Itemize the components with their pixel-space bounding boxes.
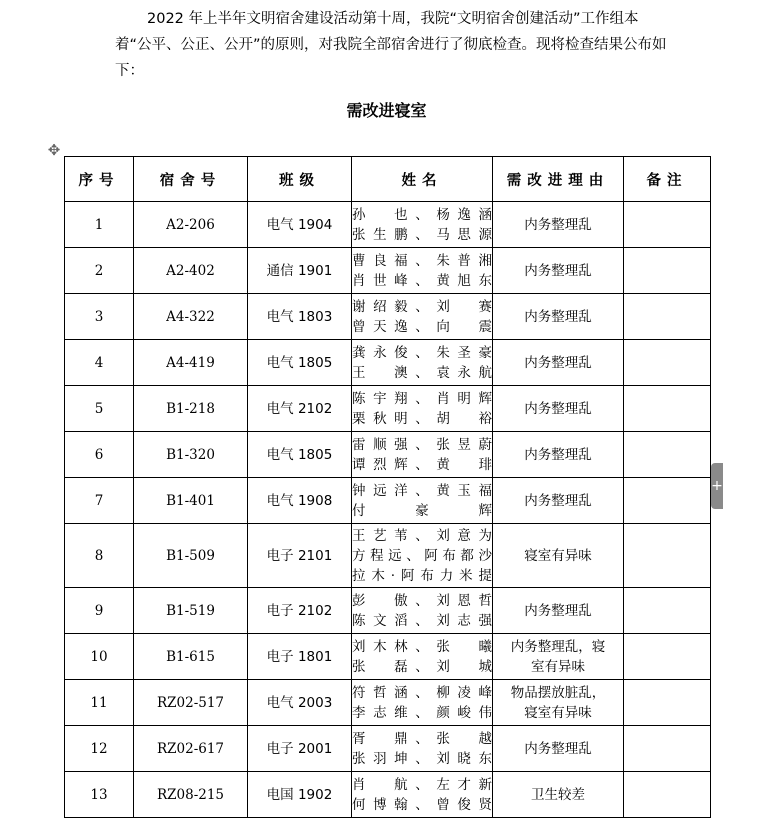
reason-line: 内务整理乱 xyxy=(524,308,592,325)
student-name-line: 龚永俊、朱圣豪 xyxy=(352,344,492,361)
improvement-reason xyxy=(493,294,624,340)
note-cell xyxy=(624,386,711,432)
improvement-reason xyxy=(493,680,624,726)
reason-line: 内务整理乱 xyxy=(524,400,592,417)
row-number: 13 xyxy=(65,772,134,818)
row-number: 7 xyxy=(65,478,134,524)
student-name-line: 符哲涵、柳凌峰 xyxy=(352,684,492,701)
reason-line: 内务整理乱 xyxy=(524,740,592,757)
reason-line: 内务整理乱 xyxy=(524,262,592,279)
student-name-line: 王艺苇、刘意为 xyxy=(352,527,492,544)
student-name-line: 张 磊、刘 城 xyxy=(352,658,492,675)
dorm-number: A4-322 xyxy=(134,294,248,340)
note-cell xyxy=(624,248,711,294)
header-names: 姓名 xyxy=(352,157,493,202)
table-header-row xyxy=(65,157,711,202)
note-cell xyxy=(624,772,711,818)
student-name-line: 胥 鼎、张 越 xyxy=(352,730,492,747)
note-cell xyxy=(624,680,711,726)
student-name-line: 彭 傲、刘恩哲 xyxy=(352,592,492,609)
table-row xyxy=(65,478,711,524)
student-name-line: 钟远洋、黄玉福 xyxy=(352,482,492,499)
student-name-line: 何博翰、曾俊贤 xyxy=(352,796,492,813)
dorm-number: B1-509 xyxy=(134,524,248,588)
header-no: 序号 xyxy=(65,157,134,202)
reason-line: 物品摆放脏乱， xyxy=(510,684,606,701)
row-number: 11 xyxy=(65,680,134,726)
dorm-number: A4-419 xyxy=(134,340,248,386)
dorm-number: A2-402 xyxy=(134,248,248,294)
reason-line: 内务整理乱 xyxy=(524,216,592,233)
student-names xyxy=(352,478,493,524)
improvement-reason xyxy=(493,248,624,294)
student-name-line: 栗秋明、胡 裕 xyxy=(352,410,492,427)
student-name-line: 张羽坤、刘晓东 xyxy=(352,750,492,767)
student-name-line: 孙 也、杨逸涵 xyxy=(352,206,492,223)
note-cell xyxy=(624,294,711,340)
student-names xyxy=(352,772,493,818)
dorm-number: A2-206 xyxy=(134,202,248,248)
note-cell xyxy=(624,478,711,524)
student-names xyxy=(352,588,493,634)
row-number: 3 xyxy=(65,294,134,340)
class-name: 电子 1801 xyxy=(248,634,352,680)
student-names xyxy=(352,340,493,386)
row-number: 8 xyxy=(65,524,134,588)
class-name: 电国 1902 xyxy=(248,772,352,818)
student-names xyxy=(352,202,493,248)
student-names xyxy=(352,524,493,588)
student-names xyxy=(352,726,493,772)
student-name-line: 李志维、颜峻伟 xyxy=(352,704,492,721)
class-name: 电气 2102 xyxy=(248,386,352,432)
student-names xyxy=(352,248,493,294)
class-name: 电子 2102 xyxy=(248,588,352,634)
student-name-line: 张生鹏、马思源 xyxy=(352,226,492,243)
add-panel-tab-icon[interactable]: + xyxy=(711,463,723,509)
improvement-reason xyxy=(493,726,624,772)
reason-line: 内务整理乱，寝 xyxy=(510,638,606,655)
dorm-number: B1-519 xyxy=(134,588,248,634)
note-cell xyxy=(624,202,711,248)
header-class: 班级 xyxy=(248,157,352,202)
improvement-reason xyxy=(493,340,624,386)
intro-paragraph: 2022 年上半年文明宿舍建设活动第十周，我院“文明宿舍创建活动”工作组本着“公平、公正、公开”的原则，对我院全部宿舍进行了彻底检查。现将检查结果公布如下： xyxy=(115,11,667,79)
table-row xyxy=(65,524,711,588)
class-name: 电子 2101 xyxy=(248,524,352,588)
student-name-line: 肖世峰、黄旭东 xyxy=(352,272,492,289)
header-note: 备注 xyxy=(624,157,711,202)
student-name-line: 曹良福、朱普湘 xyxy=(352,252,492,269)
table-row xyxy=(65,432,711,478)
table-row xyxy=(65,634,711,680)
reason-line: 寝室有异味 xyxy=(524,704,592,721)
table-row xyxy=(65,386,711,432)
dorm-number: B1-401 xyxy=(134,478,248,524)
dorm-table xyxy=(64,156,711,818)
dorm-number: RZ02-517 xyxy=(134,680,248,726)
note-cell xyxy=(624,634,711,680)
student-name-line: 谢绍毅、刘 赛 xyxy=(352,298,492,315)
student-name-line: 曾天逸、向 震 xyxy=(352,318,492,335)
class-name: 电气 1805 xyxy=(248,340,352,386)
improvement-reason xyxy=(493,386,624,432)
class-name: 电子 2001 xyxy=(248,726,352,772)
reason-line: 内务整理乱 xyxy=(524,354,592,371)
student-name-line: 雷顺强、张昱蔚 xyxy=(352,436,492,453)
improvement-reason xyxy=(493,202,624,248)
improvement-reason xyxy=(493,588,624,634)
improvement-reason xyxy=(493,432,624,478)
table-row xyxy=(65,588,711,634)
header-reason: 需改进理由 xyxy=(493,157,624,202)
student-name-line: 付豪辉 xyxy=(352,502,492,519)
note-cell xyxy=(624,524,711,588)
note-cell xyxy=(624,588,711,634)
reason-line: 室有异味 xyxy=(531,658,585,675)
table-row xyxy=(65,294,711,340)
student-name-line: 陈宇翔、肖明辉 xyxy=(352,390,492,407)
student-name-line: 王 澳、袁永航 xyxy=(352,364,492,381)
student-name-line: 陈文滔、刘志强 xyxy=(352,612,492,629)
dorm-number: B1-615 xyxy=(134,634,248,680)
improvement-reason xyxy=(493,772,624,818)
student-names xyxy=(352,634,493,680)
table-move-handle-icon[interactable]: ✥ xyxy=(47,141,61,159)
class-name: 电气 2003 xyxy=(248,680,352,726)
row-number: 6 xyxy=(65,432,134,478)
class-name: 通信 1901 xyxy=(248,248,352,294)
improvement-reason xyxy=(493,478,624,524)
table-row xyxy=(65,248,711,294)
improvement-reason xyxy=(493,524,624,588)
student-name-line: 刘木林、张 曦 xyxy=(352,638,492,655)
table-row xyxy=(65,202,711,248)
dorm-number: RZ08-215 xyxy=(134,772,248,818)
dorm-number: RZ02-617 xyxy=(134,726,248,772)
reason-line: 内务整理乱 xyxy=(524,602,592,619)
reason-line: 内务整理乱 xyxy=(524,446,592,463)
row-number: 10 xyxy=(65,634,134,680)
row-number: 12 xyxy=(65,726,134,772)
improvement-reason xyxy=(493,634,624,680)
table-row xyxy=(65,680,711,726)
dorm-number: B1-218 xyxy=(134,386,248,432)
class-name: 电气 1904 xyxy=(248,202,352,248)
table-row xyxy=(65,726,711,772)
row-number: 1 xyxy=(65,202,134,248)
student-names xyxy=(352,386,493,432)
student-names xyxy=(352,294,493,340)
table-row xyxy=(65,340,711,386)
student-name-line: 肖 航、左才新 xyxy=(352,776,492,793)
class-name: 电气 1803 xyxy=(248,294,352,340)
reason-line: 寝室有异味 xyxy=(524,547,592,564)
note-cell xyxy=(624,432,711,478)
student-names xyxy=(352,680,493,726)
note-cell xyxy=(624,340,711,386)
student-name-line: 谭烈辉、黄 琲 xyxy=(352,456,492,473)
row-number: 9 xyxy=(65,588,134,634)
reason-line: 内务整理乱 xyxy=(524,492,592,509)
table-title: 需改进寝室 xyxy=(346,101,427,120)
row-number: 4 xyxy=(65,340,134,386)
student-name-line: 方程远、阿布都沙 xyxy=(352,547,492,564)
student-name-line: 拉木·阿布力米提 xyxy=(352,567,492,584)
class-name: 电气 1908 xyxy=(248,478,352,524)
class-name: 电气 1805 xyxy=(248,432,352,478)
note-cell xyxy=(624,726,711,772)
table-row xyxy=(65,772,711,818)
reason-line: 卫生较差 xyxy=(531,786,585,803)
header-room: 宿舍号 xyxy=(134,157,248,202)
row-number: 2 xyxy=(65,248,134,294)
student-names xyxy=(352,432,493,478)
row-number: 5 xyxy=(65,386,134,432)
dorm-number: B1-320 xyxy=(134,432,248,478)
